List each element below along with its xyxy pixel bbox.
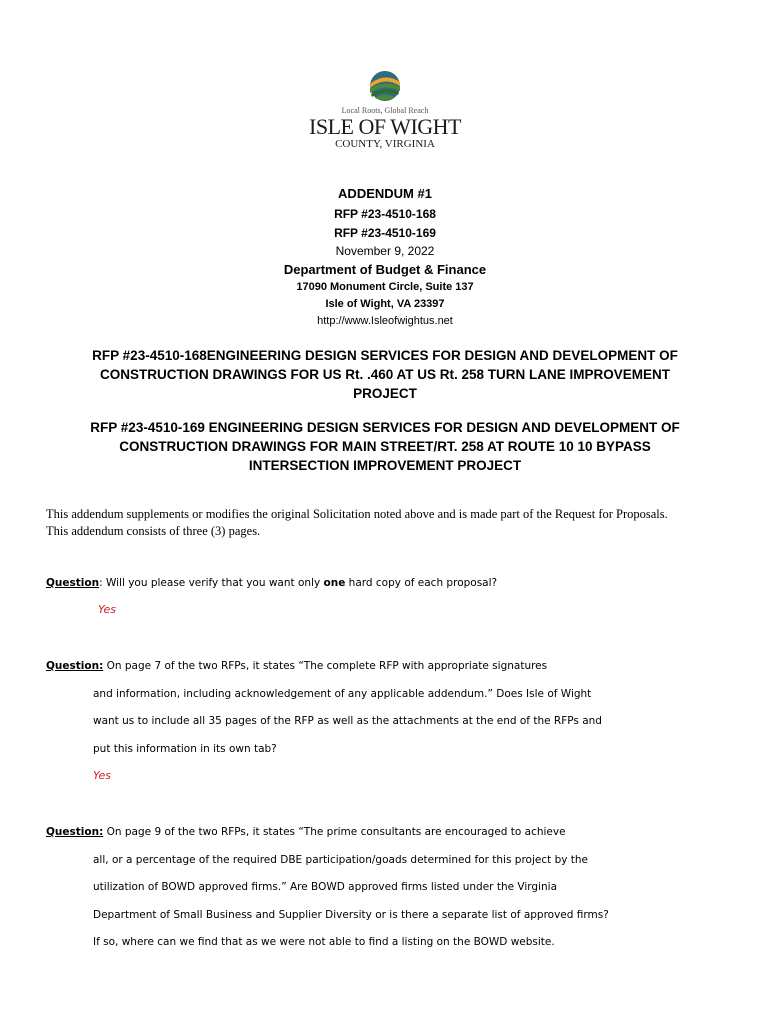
logo-emblem-icon <box>367 70 403 104</box>
county-logo <box>0 70 770 150</box>
question-3-line: If so, where can we find that as we were not able to find a listing on the BOWD website. <box>93 936 555 948</box>
question-label: Question: <box>46 826 104 838</box>
address-line-1: 17090 Monument Circle, Suite 137 <box>296 281 474 293</box>
date: November 9, 2022 <box>335 244 435 258</box>
answer-1: Yes <box>98 603 117 616</box>
question-2-line: put this information in its own tab? <box>93 743 277 755</box>
rfp-title-168: RFP #23-4510-168ENGINEERING DESIGN SERVICES FOR DESIGN AND DEVELOPMENT OF CONSTRUCTION DRAWINGS FOR US Rt. .460 AT US Rt. 258 TURN LANE IMPROVEMENT PROJECT <box>92 348 678 401</box>
rfp-number-2: RFP #23-4510-169 <box>334 226 436 240</box>
answer-2: Yes <box>93 769 112 782</box>
question-2-line: and information, including acknowledgement of any applicable addendum.” Does Isle of Wight <box>93 688 592 700</box>
logo-subname: COUNTY, VIRGINIA <box>335 138 435 150</box>
logo-name: ISLE OF WIGHT <box>309 114 461 139</box>
question-3-line: utilization of BOWD approved firms.” Are BOWD approved firms listed under the Virginia <box>93 881 557 893</box>
rfp-title-169: RFP #23-4510-169 ENGINEERING DESIGN SERVICES FOR DESIGN AND DEVELOPMENT OF CONSTRUCTION DRAWINGS FOR MAIN STREET/RT. 258 AT ROUTE 10 10 BYPASS INTERSECTION IMPROVEMENT PROJECT <box>90 420 680 473</box>
question-2-line: want us to include all 35 pages of the RFP as well as the attachments at the end of the RFPs and <box>93 715 602 727</box>
website: http://www.Isleofwightus.net <box>317 315 453 327</box>
question-label: Question <box>46 577 100 589</box>
question-3: Question: On page 9 of the two RFPs, it states “The prime consultants are encouraged to achieve <box>46 826 566 838</box>
question-3-line: all, or a percentage of the required DBE participation/goads determined for this project by the <box>93 854 589 866</box>
addendum-title: ADDENDUM #1 <box>338 186 432 201</box>
question-3-line: Department of Small Business and Supplier Diversity or is there a separate list of approved firms? <box>93 909 609 921</box>
question-1: Question: Will you please verify that you want only one hard copy of each proposal? <box>46 577 498 589</box>
intro-paragraph: This addendum supplements or modifies the original Solicitation noted above and is made part of the Request for Proposals. This addendum consists of three (3) pages. <box>46 507 668 538</box>
question-label: Question: <box>46 660 104 672</box>
department: Department of Budget & Finance <box>283 262 487 277</box>
question-2: Question: On page 7 of the two RFPs, it states “The complete RFP with appropriate signatures <box>46 660 548 672</box>
rfp-number-1: RFP #23-4510-168 <box>334 207 436 221</box>
address-line-2: Isle of Wight, VA 23397 <box>325 298 445 310</box>
logo-tagline: Local Roots, Global Reach <box>341 106 429 115</box>
